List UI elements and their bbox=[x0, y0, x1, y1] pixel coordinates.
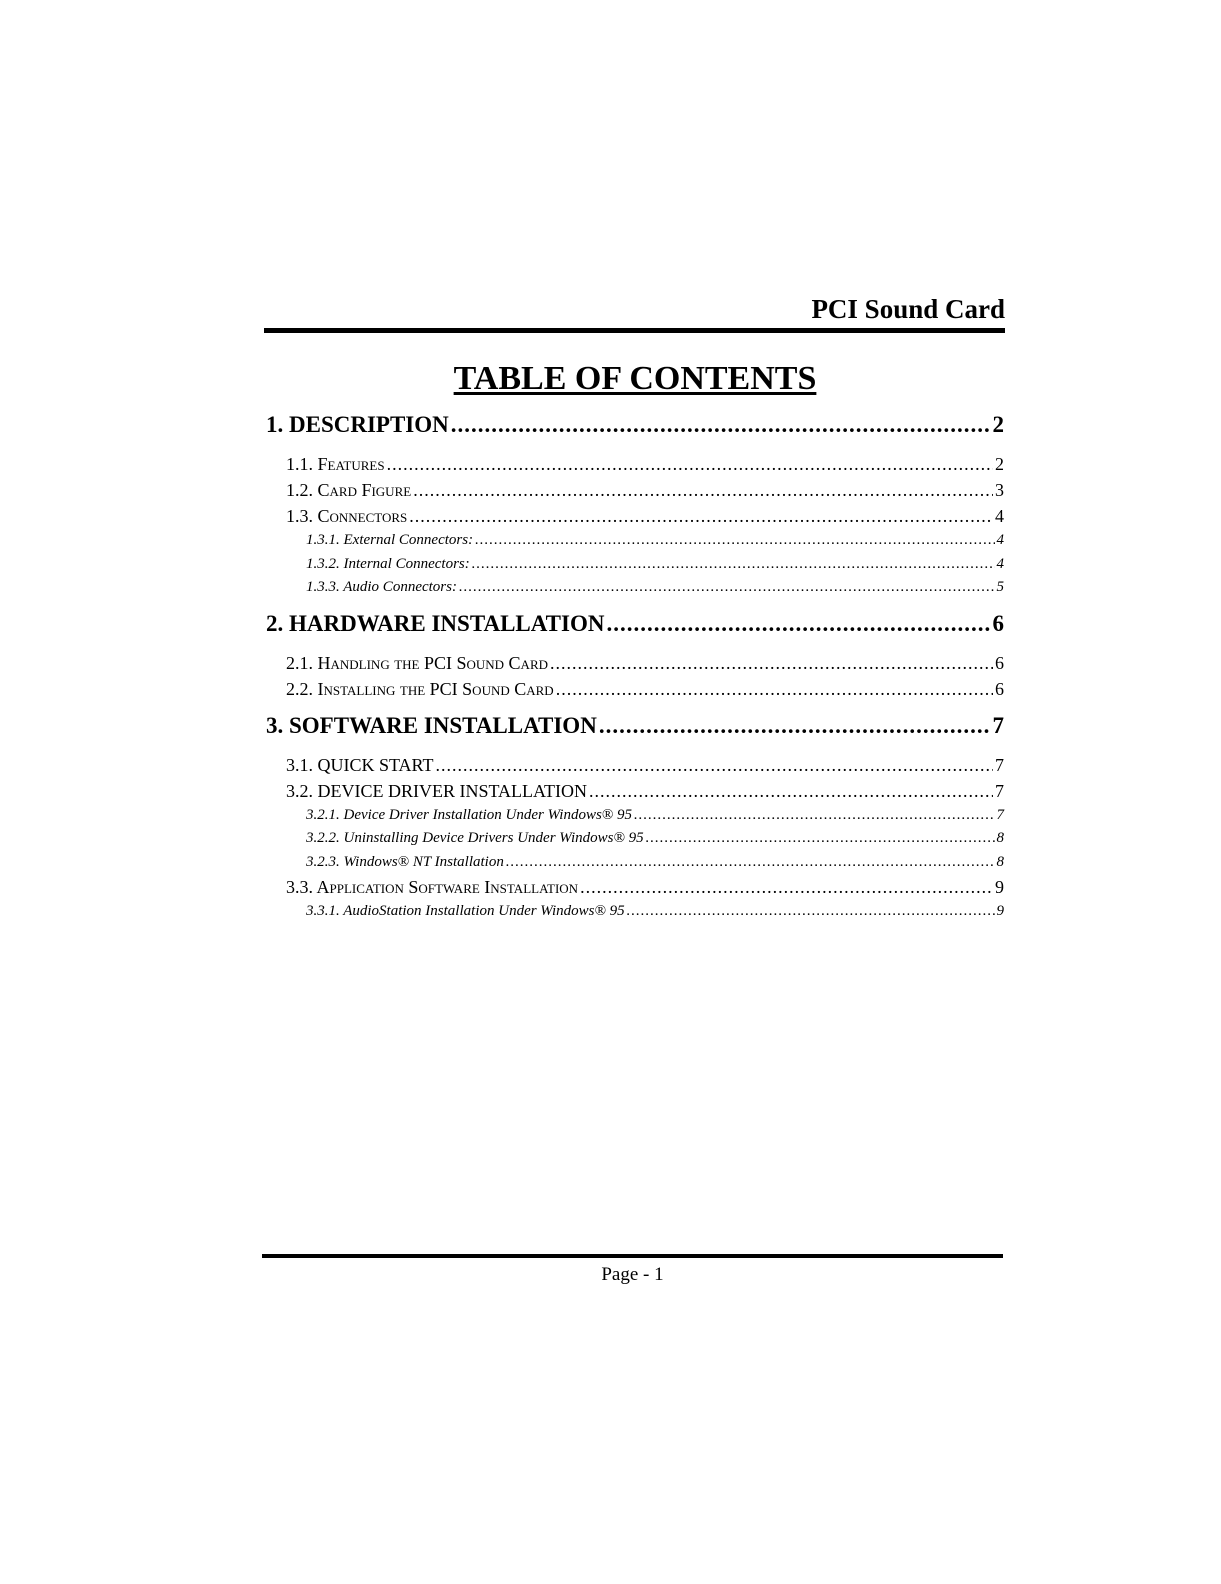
footer-rule bbox=[262, 1254, 1003, 1258]
toc-entry-page: 6 bbox=[995, 652, 1004, 673]
page-header-title: PCI Sound Card bbox=[811, 294, 1005, 324]
toc-entry-label: 1.3.3. Audio Connectors: bbox=[306, 579, 457, 595]
dot-leader bbox=[387, 454, 993, 475]
toc-entry-3-3-1[interactable] bbox=[266, 903, 1004, 927]
toc-entry-3-3[interactable] bbox=[266, 877, 1004, 903]
table-of-contents bbox=[266, 408, 1004, 927]
header-rule bbox=[264, 328, 1005, 333]
toc-entry-2[interactable] bbox=[266, 611, 1004, 645]
page-number: Page - 1 bbox=[601, 1264, 664, 1285]
toc-entry-3-2-2[interactable] bbox=[266, 830, 1004, 854]
dot-leader bbox=[409, 506, 993, 527]
toc-entry-page: 2 bbox=[995, 454, 1004, 474]
toc-entry-page: 6 bbox=[995, 678, 1004, 699]
dot-leader bbox=[413, 480, 993, 501]
toc-entry-page: 7 bbox=[995, 754, 1004, 775]
toc-entry-page: 6 bbox=[992, 610, 1004, 636]
toc-entry-page: 9 bbox=[995, 877, 1004, 897]
toc-entry-label: 3.3.1. AudioStation Installation Under Windows® 95 bbox=[306, 903, 625, 919]
dot-leader bbox=[599, 713, 991, 739]
toc-entry-page: 7 bbox=[996, 806, 1004, 823]
dot-leader bbox=[475, 532, 994, 549]
toc-entry-label: 3. SOFTWARE INSTALLATION bbox=[266, 712, 597, 738]
toc-entry-page: 3 bbox=[995, 480, 1004, 500]
dot-leader bbox=[472, 556, 995, 573]
toc-entry-1-3[interactable] bbox=[266, 506, 1004, 532]
toc-entry-3-1[interactable] bbox=[266, 755, 1004, 781]
toc-entry-page: 5 bbox=[996, 579, 1004, 595]
dot-leader bbox=[435, 755, 993, 776]
toc-entry-1-1[interactable] bbox=[266, 454, 1004, 480]
toc-entry-label: 1. DESCRIPTION bbox=[266, 412, 449, 437]
toc-entry-1-3-1[interactable] bbox=[266, 532, 1004, 556]
toc-entry-label: 1.3.2. Internal Connectors: bbox=[306, 555, 470, 572]
toc-entry-label: 1.1. Features bbox=[286, 454, 385, 474]
toc-entry-3-2-1[interactable] bbox=[266, 807, 1004, 831]
toc-entry-2-2[interactable] bbox=[266, 679, 1004, 705]
dot-leader bbox=[459, 579, 995, 596]
toc-entry-page: 7 bbox=[995, 780, 1004, 801]
toc-entry-label: 1.2. Card Figure bbox=[286, 480, 412, 500]
toc-entry-1[interactable] bbox=[266, 412, 1004, 446]
toc-entry-page: 4 bbox=[996, 532, 1004, 548]
toc-entry-page: 9 bbox=[996, 903, 1004, 919]
toc-entry-label: 2. HARDWARE INSTALLATION bbox=[266, 610, 605, 636]
toc-entry-page: 7 bbox=[992, 712, 1004, 738]
toc-entry-label: 3.1. QUICK START bbox=[286, 754, 434, 775]
toc-entry-label: 2.1. Handling the PCI Sound Card bbox=[286, 652, 549, 673]
toc-entry-label: 3.2. DEVICE DRIVER INSTALLATION bbox=[286, 780, 588, 801]
dot-leader bbox=[506, 854, 995, 871]
toc-entry-page: 4 bbox=[995, 506, 1004, 526]
toc-entry-3[interactable] bbox=[266, 713, 1004, 747]
toc-entry-3-2[interactable] bbox=[266, 781, 1004, 807]
dot-leader bbox=[451, 412, 991, 438]
toc-entry-page: 8 bbox=[996, 853, 1004, 870]
toc-entry-1-2[interactable] bbox=[266, 480, 1004, 506]
dot-leader bbox=[589, 781, 993, 802]
toc-heading: TABLE OF CONTENTS bbox=[453, 360, 817, 397]
toc-entry-1-3-2[interactable] bbox=[266, 556, 1004, 580]
toc-entry-3-2-3[interactable] bbox=[266, 854, 1004, 878]
toc-entry-label: 3.2.1. Device Driver Installation Under Windows® 95 bbox=[306, 806, 632, 823]
toc-entry-page: 4 bbox=[996, 555, 1004, 572]
toc-entry-2-1[interactable] bbox=[266, 653, 1004, 679]
dot-leader bbox=[556, 679, 993, 700]
toc-entry-label: 3.2.3. Windows® NT Installation bbox=[306, 853, 504, 870]
dot-leader bbox=[634, 807, 995, 824]
dot-leader bbox=[550, 653, 993, 674]
toc-entry-label: 3.3. Application Software Installation bbox=[286, 877, 579, 897]
toc-entry-label: 1.3.1. External Connectors: bbox=[306, 532, 474, 548]
toc-entry-label: 1.3. Connectors bbox=[286, 506, 408, 526]
toc-entry-1-3-3[interactable] bbox=[266, 579, 1004, 603]
toc-entry-page: 2 bbox=[992, 412, 1004, 437]
toc-entry-page: 8 bbox=[996, 830, 1004, 846]
dot-leader bbox=[580, 877, 993, 898]
dot-leader bbox=[627, 903, 995, 920]
dot-leader bbox=[606, 611, 990, 637]
dot-leader bbox=[646, 830, 995, 847]
toc-entry-label: 3.2.2. Uninstalling Device Drivers Under Windows® 95 bbox=[306, 830, 644, 846]
toc-entry-label: 2.2. Installing the PCI Sound Card bbox=[286, 678, 554, 699]
